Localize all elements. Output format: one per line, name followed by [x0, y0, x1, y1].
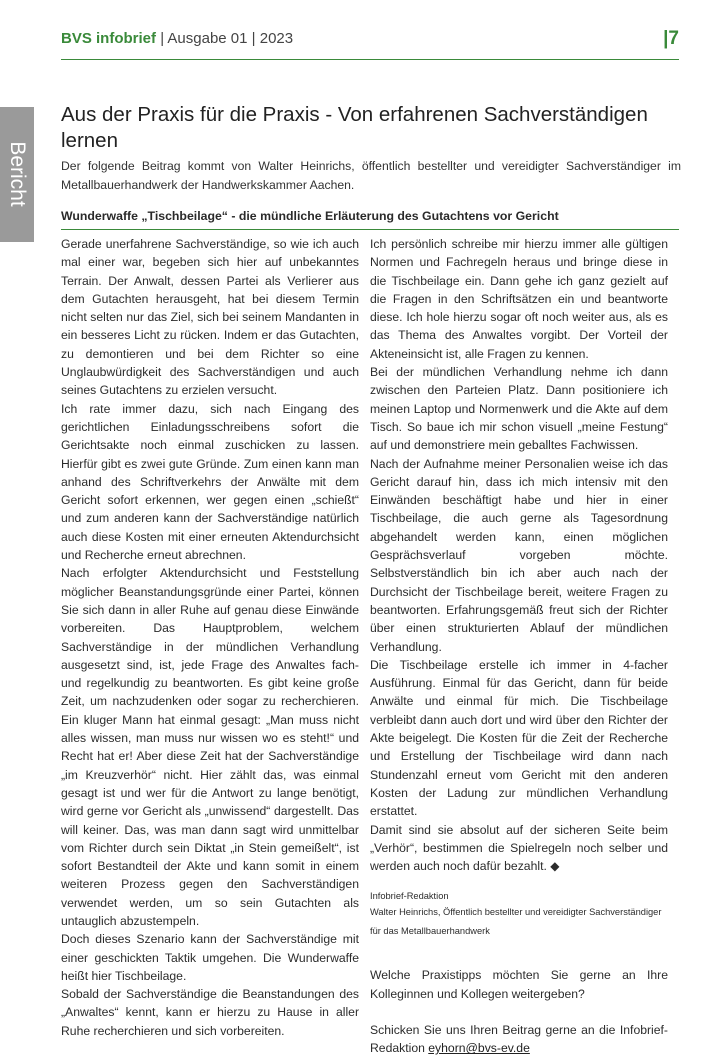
paragraph: Damit sind sie absolut auf der sicheren Seite beim „Verhör“, bestimmen die Spielregeln noch selber und werden auch noch dafür bezahlt. ◆ — [370, 822, 668, 874]
paragraph: Ich rate immer dazu, sich nach Eingang des gerichtlichen Einladungsschreibens sofort die Gerichtsakte noch einmal zuschicken zu lassen. Hierfür gibt es zwei gute Gründe. Zum einen kann man anhand des Schriftverkehrs der Anwälte mit dem Gericht sofort erkennen, wer gegen einen „schießt“ und zum anderen kann der Sachverständige natürlich auch diese Kosten mit einer erneuten Aktendurchsicht und Recherche erneut abrechnen. — [61, 401, 359, 563]
paragraph: Bei der mündlichen Verhandlung nehme ich dann zwischen den Parteien Platz. Dann positioniere ich meinen Laptop und Normenwerk und die Akte auf dem Tisch. So baue ich mir schon visuell „meine Festung“ auf und demonstriere mein geballtes Fachwissen. — [370, 365, 668, 453]
paragraph: Die Tischbeilage erstelle ich immer in 4-facher Ausführung. Einmal für das Gericht, dann für beide Anwälte und einmal für mich. Die Tischbeilage verbleibt dann auch dort und wird über den Richter der Akte beigelegt. Die Kosten für die Zeit der Recherche und Erstellung der Tischbeilage wird dann nach Stundenzahl erneut vom Gericht mit den anderen Kosten der Ladung zur mündlichen Verhandlung erstattet. — [370, 657, 668, 819]
header-divider — [61, 59, 679, 60]
cta-submit — [370, 1021, 668, 1058]
paragraph: Doch dieses Szenario kann der Sachverständige mit einer geschickten Taktik umgehen. Die Wunderwaffe heißt hier Tischbeilage. — [61, 932, 359, 983]
article-intro: Der folgende Beitrag kommt von Walter Heinrichs, öffentlich bestellter und vereidigter Sachverständiger im Metallbauerhandwerk der Handwerkskammer Aachen. — [61, 159, 681, 192]
paragraph: Nach der Aufnahme meiner Personalien weise ich das Gericht darauf hin, dass ich mich intensiv mit den Einwänden beschäftigt habe und hier in einer Tischbeilage, die auch gerne als Tagesordnung abgehandelt werden kann, einen möglichen Gesprächsverlauf vorgeben möchte. Selbstverständlich bin ich aber auch nach der Durchsicht der Tischbeilage bereit, weitere Fragen zu beantworten. Erfahrungsgemäß freut sich der Richter über einen strukturierten Ablauf der mündlichen Verhandlung. — [370, 456, 668, 654]
editor-email-link[interactable]: eyhorn@bvs-ev.de — [428, 1041, 530, 1056]
cta-submit-text: Schicken Sie uns Ihren Beitrag gerne an die Infobrief-Redaktion — [370, 1022, 668, 1056]
edition-label: | Ausgabe 01 | 2023 — [160, 30, 294, 47]
page-number: |7 — [663, 28, 679, 49]
paragraph: Gerade unerfahrene Sachverständige, so wie ich auch mal einer war, begeben sich hier auf unbekanntes Terrain. Der Anwalt, dessen Partei als Verlierer aus dem Gutachten herausgeht, hat bei diesem Termin nicht selten nur das Ziel, sich bei seinem Mandanten in ein besseres Licht zu rücken. Indem er das Gutachten, zu demontieren und bei dem Richter so eine Unglaubwürdigkeit des Sachverständigen und auch seines Gutachtens zu erzielen versucht. — [61, 237, 359, 398]
right-column — [370, 235, 668, 1058]
header-brand — [61, 30, 293, 47]
section-tab — [0, 107, 34, 242]
paragraph: Ich persönlich schreibe mir hierzu immer alle gültigen Normen und Fachregeln heraus und bringe diese in die Tischbeilage ein. Dann gehe ich ganz gezielt auf die Fragen in den Schriftsätzen ein und beantworte diese. Ich hole hierzu sogar oft noch weiter aus, als es das Thema des Anwaltes vorgibt. Der Vorteil der Akteneinsicht ist, alle Fragen zu kennen. — [370, 237, 668, 361]
article-title: Aus der Praxis für die Praxis - Von erfahrenen Sachverständigen lernen — [61, 103, 648, 152]
signature-body: Walter Heinrichs, Öffentlich bestellter und vereidigter Sachverständiger für das Metallbauerhandwerk — [370, 907, 662, 937]
article-subheading: Wunderwaffe „Tischbeilage“ - die mündliche Erläuterung des Gutachtens vor Gericht — [61, 209, 559, 223]
brand-name: BVS infobrief — [61, 30, 157, 47]
paragraph: Nach erfolgter Aktendurchsicht und Feststellung möglicher Beanstandungsgründe einer Partei, können Sie sich dann in aller Ruhe auf genau diese Einwände vorbereiten. Das Hauptproblem, welchem Sachverständige in der mündlichen Verhandlung ausgesetzt sind, ist, jede Frage des Anwaltes fach- und regelkundig zu beantworten. Es gibt keine große Zeit, um nachzudenken oder sogar zu recherchieren. Ein kluger Mann hat einmal gesagt: „Man muss nicht alles wissen, man muss nur wissen wo es steht!“ und Recht hat er! Aber diese Zeit hat der Sachverständige „im Kreuzverhör“ nicht. Hier zählt das, was einmal gesagt ist und wer für die Antwort zu lange benötigt, wird gerne vor Gericht als „unwissend“ dargestellt. Das will keiner. Das, was man dann sagt wird unmittelbar vom Richter durch sein Diktat „in Stein gemeißelt“, ist sofort Bestandteil der Akte und kann somit in einem weiteren Prozess gegen den Sachverständigen verwendet werden, um so sein Gutachten als untauglich abzustempeln. — [61, 566, 359, 928]
signature-title: Infobrief-Redaktion — [370, 891, 449, 902]
subheading-divider — [61, 229, 679, 230]
section-tab-label: Bericht — [6, 141, 29, 207]
paragraph: Sobald der Sachverständige die Beanstandungen des „Anwaltes“ kennt, kann er hierzu zu Hause in aller Ruhe recherchieren und sich vorbereiten. — [61, 987, 359, 1038]
left-column — [61, 235, 359, 1040]
cta-question: Welche Praxistipps möchten Sie gerne an Ihre Kolleginnen und Kollegen weitergeben? — [370, 968, 668, 1001]
